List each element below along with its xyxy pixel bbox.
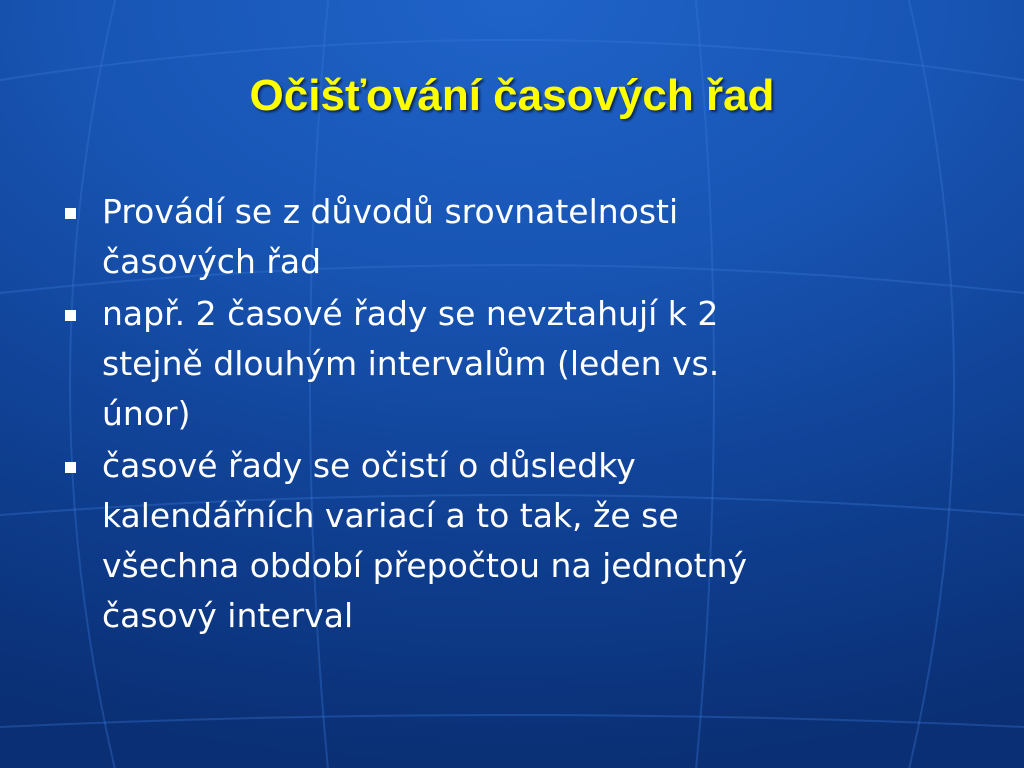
square-bullet-icon: [65, 462, 76, 473]
bullet-line: stejně dlouhým intervalům (leden vs.: [102, 344, 720, 383]
bullet-line: únor): [102, 394, 191, 433]
bullet-line: časový interval: [102, 596, 354, 635]
bullet-line: např. 2 časové řady se nevztahují k 2: [102, 294, 719, 333]
bullet-line: časových řad: [102, 242, 322, 281]
bullet-line: časové řady se očistí o důsledky: [102, 446, 636, 485]
slide-title: Očišťování časových řad: [249, 71, 775, 120]
bullet-list: [60, 187, 960, 643]
bullet-line: kalendářních variací a to tak, že se: [102, 496, 679, 535]
bullet-item: [60, 289, 960, 439]
bullet-line: všechna období přepočtou na jednotný: [102, 546, 748, 585]
bullet-item: [60, 187, 960, 287]
square-bullet-icon: [65, 208, 76, 219]
bullet-line: Provádí se z důvodů srovnatelnosti: [102, 192, 679, 231]
bullet-item: [60, 441, 960, 641]
square-bullet-icon: [65, 310, 76, 321]
